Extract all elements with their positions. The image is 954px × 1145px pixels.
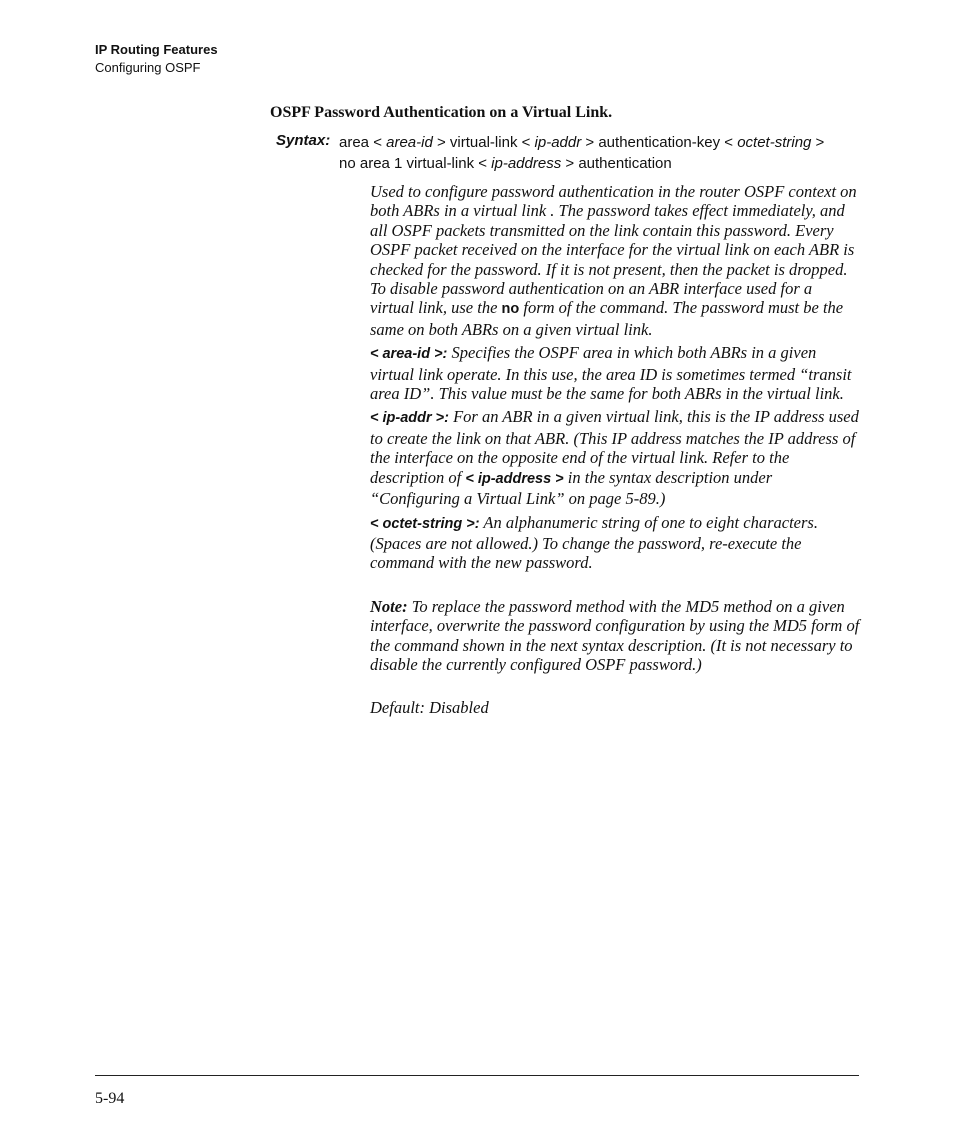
param-ip-addr [370,407,860,508]
syntax-label: Syntax: [276,132,331,149]
syntax-line-1 [339,132,869,153]
param-name: < ip-address > [465,470,564,487]
syntax-param: ip-address [491,155,562,172]
text: For an ABR in a given virtual link, this is the IP address used to create the link on that ABR. (This IP address matches the IP address of the interface on the opposite end of the virtual link. Refer to the description of [370,407,859,487]
syntax-text: area < [339,134,387,151]
param-name: < ip-addr >: [370,410,449,427]
syntax-text: no area 1 virtual-link < [339,155,492,172]
keyword: no [501,301,520,318]
running-header [95,41,218,77]
param-name: < area-id >: [370,346,448,363]
syntax-text: > virtual-link < [432,134,535,151]
section-title: Configuring OSPF [95,60,201,75]
syntax-text: > authentication-key < [581,134,738,151]
default-value: Default: Disabled [370,698,489,718]
syntax-param: area-id [386,134,433,151]
topic-heading: OSPF Password Authentication on a Virtual Link. [270,104,613,121]
chapter-title: IP Routing Features [95,42,218,57]
syntax-text: > authentication [561,155,672,172]
param-area-id [370,343,860,403]
syntax-block [339,132,869,174]
param-octet-string [370,513,860,573]
param-name: < octet-string >: [370,515,480,532]
syntax-param: ip-addr [534,134,582,151]
text: Specifies the OSPF area in which both ABRs in a given virtual link operate. In this use, the area ID is sometimes termed “transit area ID”. This value must be the same for both ABRs in the virtual link. [370,343,852,404]
syntax-text: > [811,134,825,151]
text: An alphanumeric string of one to eight characters. (Spaces are not allowed.) To change the password, re-execute the command with the new password. [370,512,818,573]
text: To replace the password method with the MD5 method on a given interface, overwrite the password configuration by using the MD5 form of the command shown in the next syntax description. (It is not necessary to disable the currently configured OSPF password.) [370,596,860,674]
syntax-line-2 [339,153,869,174]
description-body [370,182,860,722]
text: in the syntax description under “Configuring a Virtual Link” on page 5-89.) [370,467,773,509]
description-paragraph [370,182,860,339]
text: form of the command. The password must be the same on both ABRs on a given virtual link. [370,298,844,339]
footer-rule [95,1075,859,1076]
text: Used to configure password authentication in the router OSPF context on both ABRs in a virtual link . The password takes effect immediately, and all OSPF packets transmitted on the link contain this password. Every OSPF packet received on the interface for the virtual link on each ABR is checked for the password. If it is not present, then the packet is dropped. To disable password authentication on an ABR interface used for a virtual link, use the [370,182,857,318]
note-label: Note: [370,596,408,616]
syntax-param: octet-string [737,134,812,151]
page-number: 5-94 [95,1090,125,1107]
note [370,597,860,675]
